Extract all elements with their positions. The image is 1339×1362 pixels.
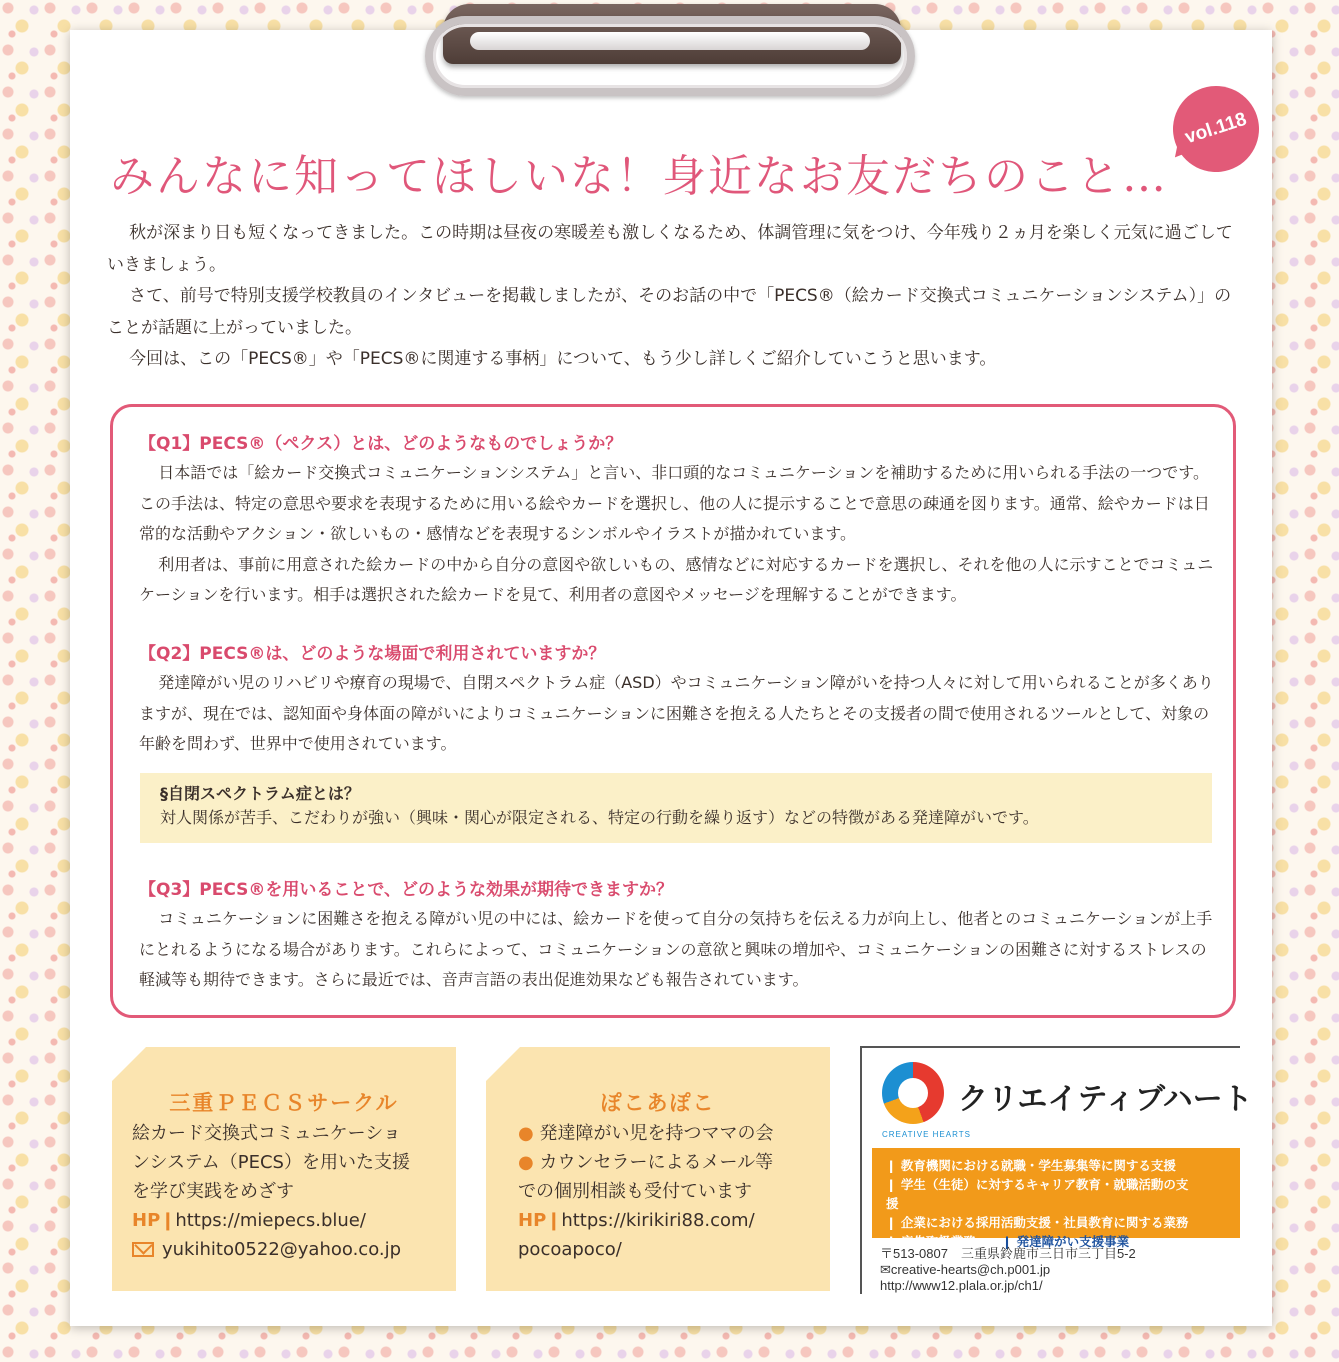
- card-line: [518, 1119, 828, 1148]
- q3-body: [139, 904, 1219, 996]
- bullet-icon: ●: [518, 1123, 534, 1144]
- card-title: ぽこあぽこ: [600, 1091, 716, 1115]
- q3-heading: 【Q3】PECS®を用いることで、どのような効果が期待できますか？: [139, 880, 674, 900]
- qa-section-q1: [139, 429, 1219, 611]
- hp-link[interactable]: https://miepecs.blue/: [175, 1210, 366, 1231]
- q1-body: [139, 458, 1219, 611]
- card-line: [518, 1148, 828, 1177]
- hp-link-cont[interactable]: pocoapoco/: [518, 1239, 622, 1260]
- card-body: [518, 1119, 828, 1264]
- service-item: ❙ 企業における採用活動支援・社員教育に関する業務: [886, 1213, 1188, 1232]
- card-fold: [112, 1047, 146, 1081]
- q1-heading: 【Q1】PECS®（ペクス）とは、どのようなものでしょうか？: [139, 434, 623, 454]
- card-mie-pecs: [112, 1047, 456, 1291]
- qa-section-q3: [139, 875, 1219, 996]
- hp-link[interactable]: https://kirikiri88.com/: [561, 1210, 755, 1231]
- intro-paragraph: 秋が深まり日も短くなってきました。この時期は昼夜の寒暖差も激しくなるため、体調管理に気をつけ、今年残り２ヵ月を楽しく元気に過ごしていきましょう。: [107, 223, 1233, 275]
- creative-hearts-logo-icon: [882, 1062, 944, 1124]
- card-line: ンシステム（PECS）を用いた支援: [132, 1152, 410, 1173]
- card-title: 三重ＰＥＣＳサークル: [169, 1091, 399, 1115]
- intro-paragraph: 今回は、この「PECS®」や「PECS®に関連する事柄」について、もう少し詳しくご紹介していこうと思います。: [129, 349, 997, 369]
- service-item: ❙ 学生（生徒）に対するキャリア教育・就職活動の支援: [886, 1175, 1200, 1213]
- q1-paragraph: 日本語では「絵カード交換式コミュニケーションシステム」と言い、非口頭的なコミュニケーションを補助するために用いられる手法の一つです。この手法は、特定の意思や要求を表現するために用いる絵やカードを選択し、他の人に提示することで意思の疎通を図ります。通常、絵やカードは日常的な活動やアクション・欲しいもの・感情などを表現するシンボルやイラストが描かれています。: [139, 463, 1210, 543]
- email-link[interactable]: yukihito0522@yahoo.co.jp: [162, 1239, 402, 1260]
- company-address-block: [880, 1246, 1136, 1294]
- services-list: [872, 1148, 1240, 1249]
- vol-badge: vol.118: [1162, 75, 1270, 183]
- hp-line: [132, 1206, 442, 1235]
- service-item: ❙ 教育機関における就職・学生募集等に関する支援: [886, 1156, 1176, 1175]
- hp-label: HP❙: [518, 1210, 562, 1231]
- asd-note: [140, 773, 1212, 843]
- company-info: [860, 1046, 1253, 1294]
- clip-bar: [470, 32, 870, 50]
- card-line: を学び実践をめざす: [132, 1181, 294, 1202]
- service-item: ❙ 広告取扱業務: [886, 1232, 976, 1251]
- card-line-text: 発達障がい児を持つママの会: [539, 1123, 774, 1144]
- company-address: 〒513-0807 三重県鈴鹿市三日市三丁目5-2: [880, 1246, 1136, 1261]
- intro-paragraph: さて、前号で特別支援学校教員のインタビューを掲載しましたが、そのお話の中で「PECS®（絵カード交換式コミュニケーションシステム）」のことが話題に上がっていました。: [107, 286, 1232, 338]
- note-heading: §自閉スペクトラム症とは？: [160, 784, 360, 803]
- service-item-highlight: ❙ 発達障がい支援事業: [1002, 1232, 1129, 1251]
- q2-paragraph: 発達障がい児のリハビリや療育の現場で、自閉スペクトラム症（ASD）やコミュニケーション障がいを持つ人々に対して用いられることが多くありますが、現在では、認知面や身体面の障がいによりコミュニケーションに困難さを抱える人たちとその支援者の間で使用されるツールとして、対象の年齢を問わず、世界中で使用されています。: [139, 673, 1214, 753]
- q1-paragraph: 利用者は、事前に用意された絵カードの中から自分の意図や欲しいもの、感情などに対応するカードを選択し、それを他の人に示すことでコミュニケーションを行います。相手は選択された絵カードを見て、利用者の意図やメッセージを理解することができます。: [139, 554, 1214, 604]
- card-line: 絵カード交換式コミュニケーショ: [132, 1123, 401, 1144]
- q2-heading: 【Q2】PECS®は、どのような場面で利用されていますか？: [139, 644, 606, 664]
- company-email[interactable]: creative-hearts@ch.p001.jp: [890, 1262, 1051, 1277]
- qa-section-q2: [139, 639, 1219, 760]
- qa-box: [110, 404, 1236, 1018]
- card-line-text: カウンセラーによるメール等: [539, 1152, 774, 1173]
- card-body: [132, 1119, 442, 1264]
- intro-text: [107, 218, 1242, 376]
- card-line: での個別相談も受付ています: [518, 1181, 752, 1202]
- note-body: 対人関係が苦手、こだわりが強い（興味・関心が限定される、特定の行動を繰り返す）などの特徴がある発達障がいです。: [160, 808, 1039, 827]
- company-url[interactable]: http://www12.plala.or.jp/ch1/: [880, 1278, 1043, 1293]
- q3-paragraph: コミュニケーションに困難さを抱える障がい児の中には、絵カードを使って自分の気持ちを伝える力が向上し、他者とのコミュニケーションが上手にとれるようになる場合があります。これらによって、コミュニケーションの意欲と興味の増加や、コミュニケーションの困難さに対するストレスの軽減等も期待できます。さらに最近では、音声言語の表出促進効果なども報告されています。: [139, 909, 1213, 989]
- card-fold: [486, 1047, 520, 1081]
- company-email-line: [880, 1262, 1136, 1278]
- mail-icon: ✉: [880, 1262, 891, 1277]
- company-name: クリエイティブハート: [958, 1082, 1253, 1117]
- email-line: [132, 1235, 442, 1264]
- clip-ring: [425, 16, 915, 96]
- page-title: みんなに知ってほしいな！身近なお友だちのこと…: [110, 151, 1168, 202]
- mail-icon: [132, 1242, 154, 1257]
- card-pocoapoco: [486, 1047, 830, 1291]
- q2-body: [139, 668, 1219, 760]
- company-sub: CREATIVE HEARTS: [882, 1130, 971, 1139]
- bullet-icon: ●: [518, 1152, 534, 1173]
- hp-label: HP❙: [132, 1210, 176, 1231]
- hp-line: [518, 1206, 828, 1235]
